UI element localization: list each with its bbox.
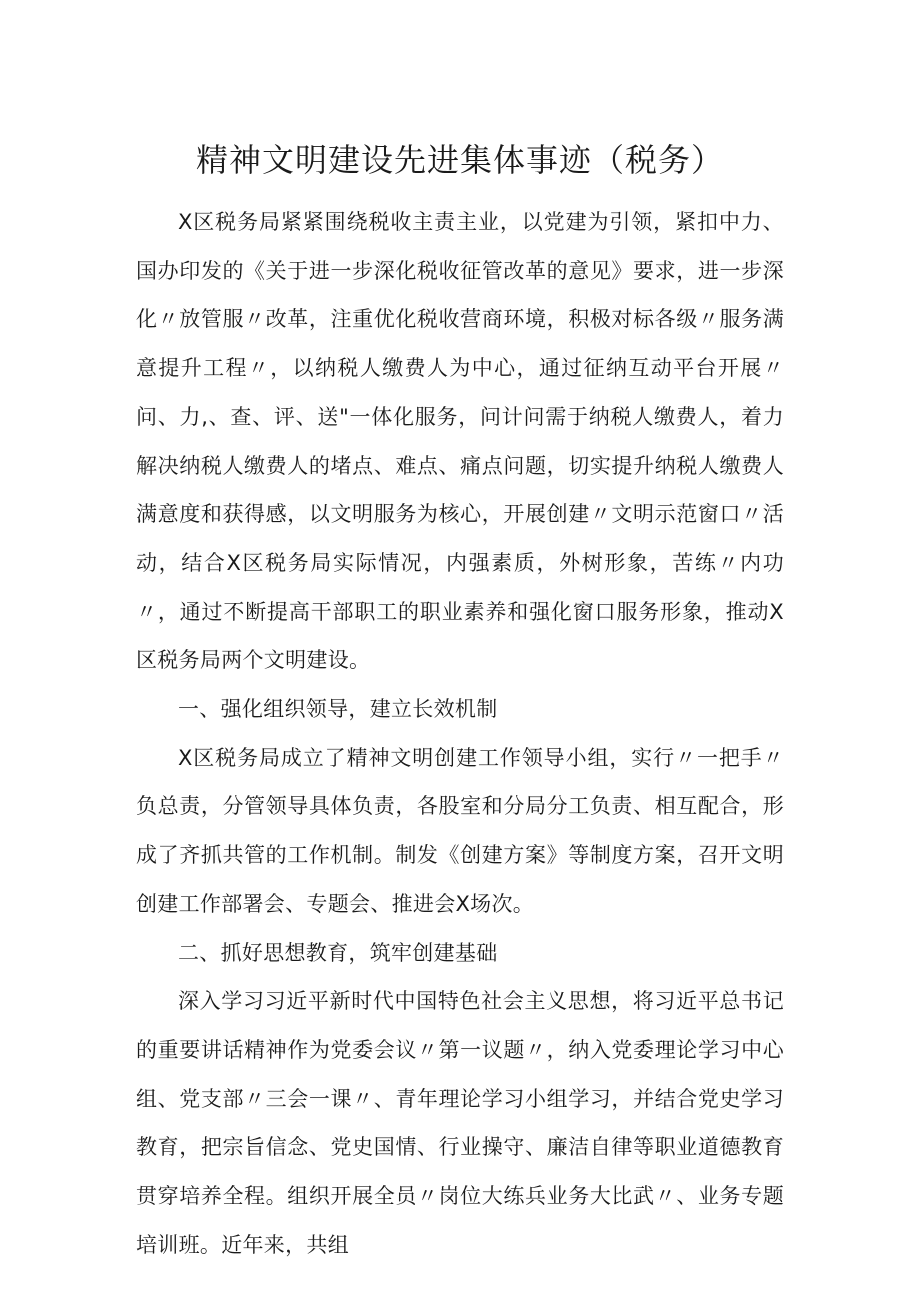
section-heading-2: 二、抓好思想教育，筑牢创建基础 bbox=[178, 940, 498, 965]
paragraph-section-2: 深入学习习近平新时代中国特色社会主义思想，将习近平总书记的重要讲话精神作为党委会议〃第一议题〃，纳入党委理论学习中心组、党支部〃三会一课〃、青年理论学习小组学习，并结合党史学习教育，把宗旨信念、党史国情、行业操守、廉洁自律等职业道德教育贯穿培养全程。组织开展全员〃岗位大练兵业务大比武〃、业务专题培训班。近年来，共组 bbox=[136, 989, 784, 1257]
document-title: 精神文明建设先进集体事迹（税务） bbox=[195, 141, 724, 179]
paragraph-intro: X区税务局紧紧围绕税收主责主业，以党建为引领，紧扣中力、国办印发的《关于进一步深化税收征管改革的意见》要求，进一步深化〃放管服〃改革，注重优化税收营商环境，积极对标各级〃服务满意提升工程〃，以纳税人缴费人为中心，通过征纳互动平台开展〃问、力,、查、评、送"一体化服务，问计问需于纳税人缴费人，着力解决纳税人缴费人的堵点、难点、痛点问题，切实提升纳税人缴费人满意度和获得感，以文明服务为核心，开展创建〃文明示范窗口〃活动，结合X区税务局实际情况，内强素质，外树形象，苦练〃内功〃，通过不断提高干部职工的职业素养和强化窗口服务形象，推动X区税务局两个文明建设。 bbox=[136, 210, 784, 673]
document-body bbox=[136, 198, 784, 1269]
paragraph-section-1: X区税务局成立了精神文明创建工作领导小组，实行〃一把手〃负总责，分管领导具体负责，各股室和分局分工负责、相互配合，形成了齐抓共管的工作机制。制发《创建方案》等制度方案，召开文明创建工作部署会、专题会、推进会X场次。 bbox=[136, 745, 784, 916]
section-heading-1: 一、强化组织领导，建立长效机制 bbox=[178, 697, 498, 722]
